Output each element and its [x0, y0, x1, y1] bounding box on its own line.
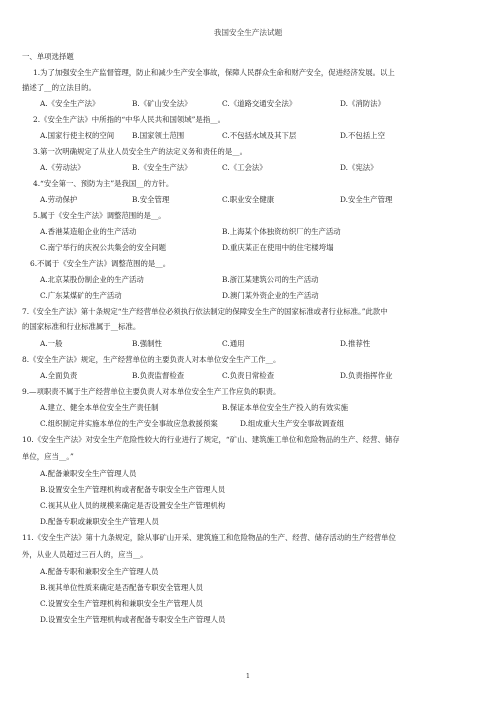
q10-option-d[interactable]: D.配备专职或兼职安全生产管理人员: [40, 517, 159, 526]
q6-option-b[interactable]: B.浙江某建筑公司的生产活动: [222, 275, 319, 284]
q11-option-b[interactable]: B.视其单位性质来确定是否配备专职安全管理人员: [40, 583, 203, 592]
question-7-text: 7.《安全生产法》第十条规定“生产经营单位必须执行依法制定的保障安全生产的国家标准或者行业标准。”此款中: [22, 307, 388, 316]
q6-option-a[interactable]: A.北京某股份制企业的生产活动: [40, 275, 144, 284]
q8-option-b[interactable]: B.负责监督检查: [132, 371, 185, 380]
q7-option-a[interactable]: A.一般: [40, 339, 63, 348]
q10-option-a[interactable]: A.配备兼职安全生产管理人员: [40, 469, 137, 478]
q10-option-c[interactable]: C.视其从业人员的规模来确定是否设置安全生产管理机构: [40, 501, 226, 510]
question-10-text-cont: 单位，应当__。”: [22, 452, 74, 461]
q1-option-a[interactable]: A.《安全生产法》: [40, 99, 100, 108]
q1-option-d[interactable]: D.《消防法》: [340, 99, 385, 108]
q3-option-c[interactable]: C.《工会法》: [222, 163, 267, 172]
q5-option-a[interactable]: A.香港某造船企业的生产活动: [40, 227, 137, 236]
q4-option-b[interactable]: B.安全管理: [132, 195, 170, 204]
q11-option-d[interactable]: D.设置安全生产管理机构或者配备专职安全生产管理人员: [40, 615, 226, 624]
q9-option-a[interactable]: A.建立、健全本单位安全生产责任制: [40, 403, 159, 412]
q5-option-c[interactable]: C.南宁举行的庆祝公共集会的安全问题: [40, 243, 166, 252]
question-11-text: 11.《安全生产法》第十九条规定，除从事矿山开采、建筑施工和危险物品的生产、经营、储存活动的生产经营单位: [22, 533, 396, 542]
q2-option-b[interactable]: B.国家领土范围: [132, 131, 185, 140]
q1-option-b[interactable]: B.《矿山安全法》: [132, 99, 192, 108]
question-7-text-cont: 的国家标准和行业标准属于__标准。: [22, 322, 141, 331]
q7-option-c[interactable]: C.通用: [222, 339, 245, 348]
question-5-text: 5.属于《安全生产法》调整范围的是__。: [33, 211, 166, 220]
q3-option-d[interactable]: D.《宪法》: [340, 163, 378, 172]
q4-option-c[interactable]: C.职业安全健康: [222, 195, 275, 204]
q4-option-a[interactable]: A.劳动保护: [40, 195, 78, 204]
q5-option-b[interactable]: B.上海某个体独资纺织厂的生产活动: [222, 227, 341, 236]
question-1-text-cont: 描述了__的立法目的。: [22, 83, 96, 92]
q5-option-d[interactable]: D.重庆某正在使用中的住宅楼垮塌: [222, 243, 334, 252]
q7-option-b[interactable]: B.强制性: [132, 339, 162, 348]
question-9-text: 9.—项职责不属于生产经营单位主要负责人对本单位安全生产工作应负的职责。: [22, 387, 281, 396]
question-6-text: 6.不属于《安全生产法》调整范围的是__。: [30, 259, 171, 268]
q3-option-a[interactable]: A.《劳动法》: [40, 163, 85, 172]
q3-option-b[interactable]: B.《安全生产法》: [132, 163, 192, 172]
question-2-text: 2.《安全生产法》中所指的“中华人民共和国领域”是指__。: [33, 115, 225, 124]
q6-option-c[interactable]: C.广东某煤矿的生产活动: [40, 291, 122, 300]
q8-option-a[interactable]: A.全面负责: [40, 371, 78, 380]
q8-option-d[interactable]: D.负责指挥作业: [340, 371, 393, 380]
question-4-text: 4.“安全第一、预防为主”是我国__的方针。: [33, 179, 174, 188]
q2-option-c[interactable]: C.不包括水域及其下层: [222, 131, 297, 140]
q2-option-d[interactable]: D.不包括上空: [340, 131, 385, 140]
question-8-text: 8.《安全生产法》规定，生产经营单位的主要负责人对本单位安全生产工作__。: [22, 355, 281, 364]
q9-option-b[interactable]: B.保证本单位安全生产投入的有效实施: [222, 403, 349, 412]
document-title: 我国安全生产法试题: [213, 28, 283, 37]
q7-option-d[interactable]: D.推荐性: [340, 339, 371, 348]
q11-option-a[interactable]: A.配备专职和兼职安全生产管理人员: [40, 567, 159, 576]
q4-option-d[interactable]: D.安全生产管理: [340, 195, 393, 204]
q9-option-c[interactable]: C.组织制定并实施本单位的生产安全事故应急救援预案: [40, 419, 218, 428]
q8-option-c[interactable]: C.负责日常检查: [222, 371, 275, 380]
q1-option-c[interactable]: C.《道路交通安全法》: [222, 99, 297, 108]
question-3-text: 3.第一次明确规定了从业人员安全生产的法定义务和责任的是__。: [33, 147, 247, 156]
page-number: 1: [245, 672, 251, 680]
q11-option-c[interactable]: C.设置安全生产管理机构和兼职安全生产管理人员: [40, 599, 203, 608]
question-11-text-cont: 外，从业人员超过三百人的，应当__。: [22, 550, 148, 559]
section-heading: 一、单项选择题: [22, 52, 74, 61]
question-10-text: 10.《安全生产法》对安全生产危险性较大的行业进行了规定，“矿山、建筑施工单位和危险物品的生产、经营、储存: [22, 435, 400, 444]
q9-option-d[interactable]: D.组成重大生产安全事故调查组: [240, 419, 345, 428]
q6-option-d[interactable]: D.澳门某外资企业的生产活动: [222, 291, 319, 300]
question-1-text: 1.为了加强安全生产监督管理，防止和减少生产安全事故，保障人民群众生命和财产安全，促进经济发展。以上: [33, 68, 395, 77]
q2-option-a[interactable]: A.国家行使主权的空间: [40, 131, 115, 140]
q10-option-b[interactable]: B.设置安全生产管理机构或者配备专职安全生产管理人员: [40, 485, 226, 494]
